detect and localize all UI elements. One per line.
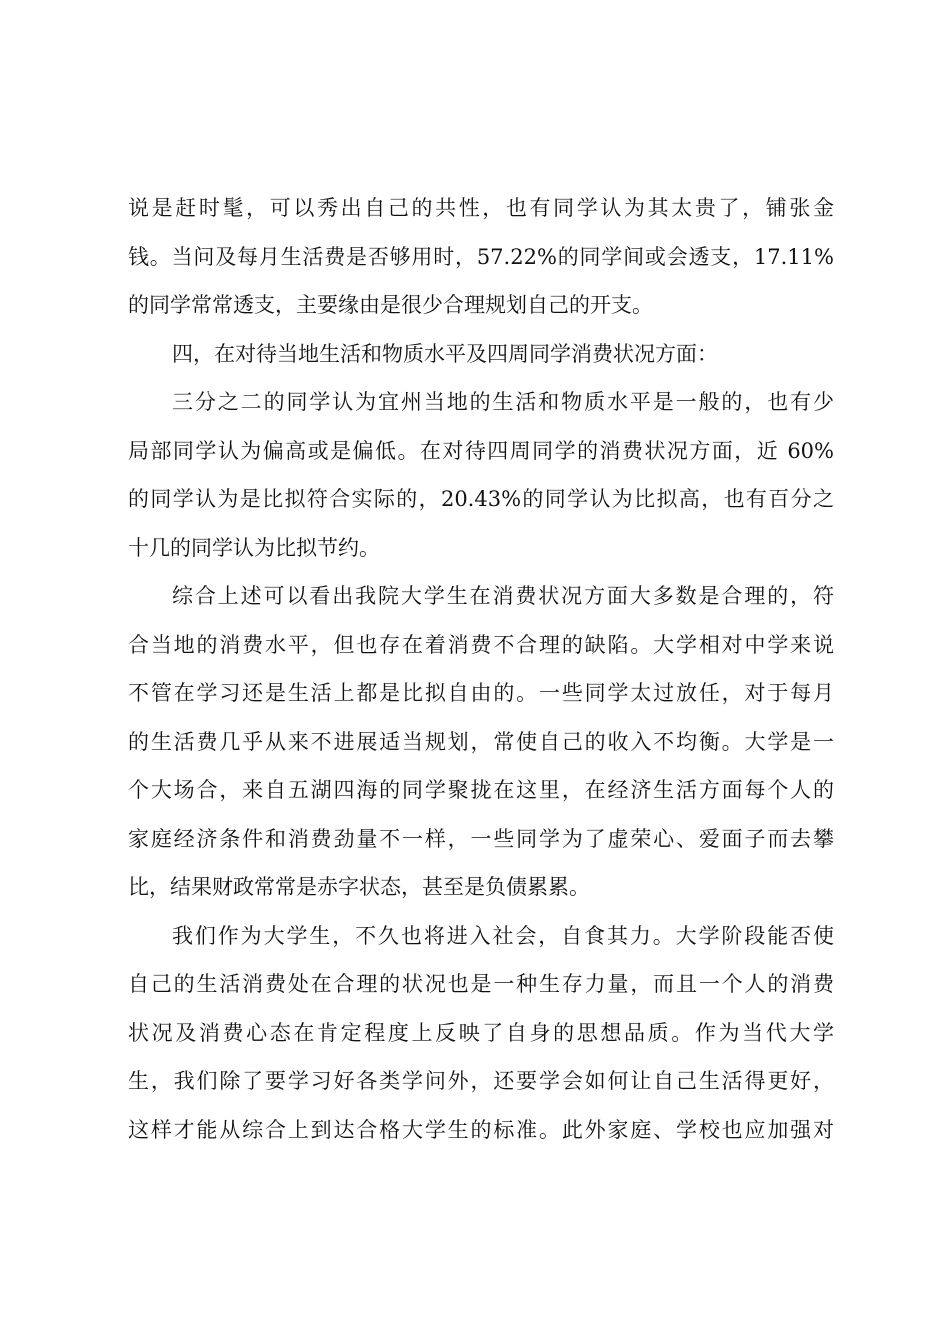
text-line: 这样才能从综合上到达合格大学生的标准。此外家庭、学校也应加强对 — [128, 1117, 834, 1142]
text-line: 的同学常常透支，主要缘由是很少合理规划自己的开支。 — [128, 293, 653, 317]
text-line: 状况及消费心态在肯定程度上反映了自身的思想品质。作为当代大学 — [128, 1020, 834, 1045]
text-line: 综合上述可以看出我院大学生在消费状况方面大多数是合理的，符 — [172, 584, 834, 608]
text-line: 说是赶时髦，可以秀出自己的共性，也有同学认为其太贵了，铺张金 — [128, 196, 834, 220]
text-line: 三分之二的同学认为宜州当地的生活和物质水平是一般的，也有少 — [172, 390, 834, 414]
text-line: 十几的同学认为比拟节约。 — [128, 535, 380, 560]
text-line: 生，我们除了要学习好各类学问外，还要学会如何让自己生活得更好， — [128, 1069, 834, 1093]
text-line: 自己的生活消费处在合理的状况也是一种生存力量，而且一个人的消费 — [128, 972, 834, 996]
text-line: 比，结果财政常常是赤字状态，甚至是负债累累。 — [128, 875, 590, 899]
section-heading: 四，在对待当地生活和物质水平及四周同学消费状况方面： — [172, 341, 718, 366]
text-line: 局部同学认为偏高或是偏低。在对待四周同学的消费状况方面，近 60% — [128, 438, 834, 463]
text-line: 钱。当问及每月生活费是否够用时，57.22%的同学间或会透支，17.11% — [128, 244, 834, 269]
text-line: 的同学认为是比拟符合实际的，20.43%的同学认为比拟高，也有百分之 — [128, 487, 834, 511]
text-line: 个大场合，来自五湖四海的同学聚拢在这里，在经济生活方面每个人的 — [128, 778, 834, 802]
text-line: 的生活费几乎从来不进展适当规划，常使自己的收入不均衡。大学是一 — [128, 729, 834, 754]
text-line: 家庭经济条件和消费劲量不一样，一些同学为了虚荣心、爱面子而去攀 — [128, 826, 834, 851]
text-line: 合当地的消费水平，但也存在着消费不合理的缺陷。大学相对中学来说 — [128, 632, 834, 657]
text-line: 我们作为大学生，不久也将进入社会，自食其力。大学阶段能否使 — [172, 923, 834, 948]
text-line: 不管在学习还是生活上都是比拟自由的。一些同学太过放任，对于每月 — [128, 681, 834, 705]
body-text — [128, 184, 834, 1154]
